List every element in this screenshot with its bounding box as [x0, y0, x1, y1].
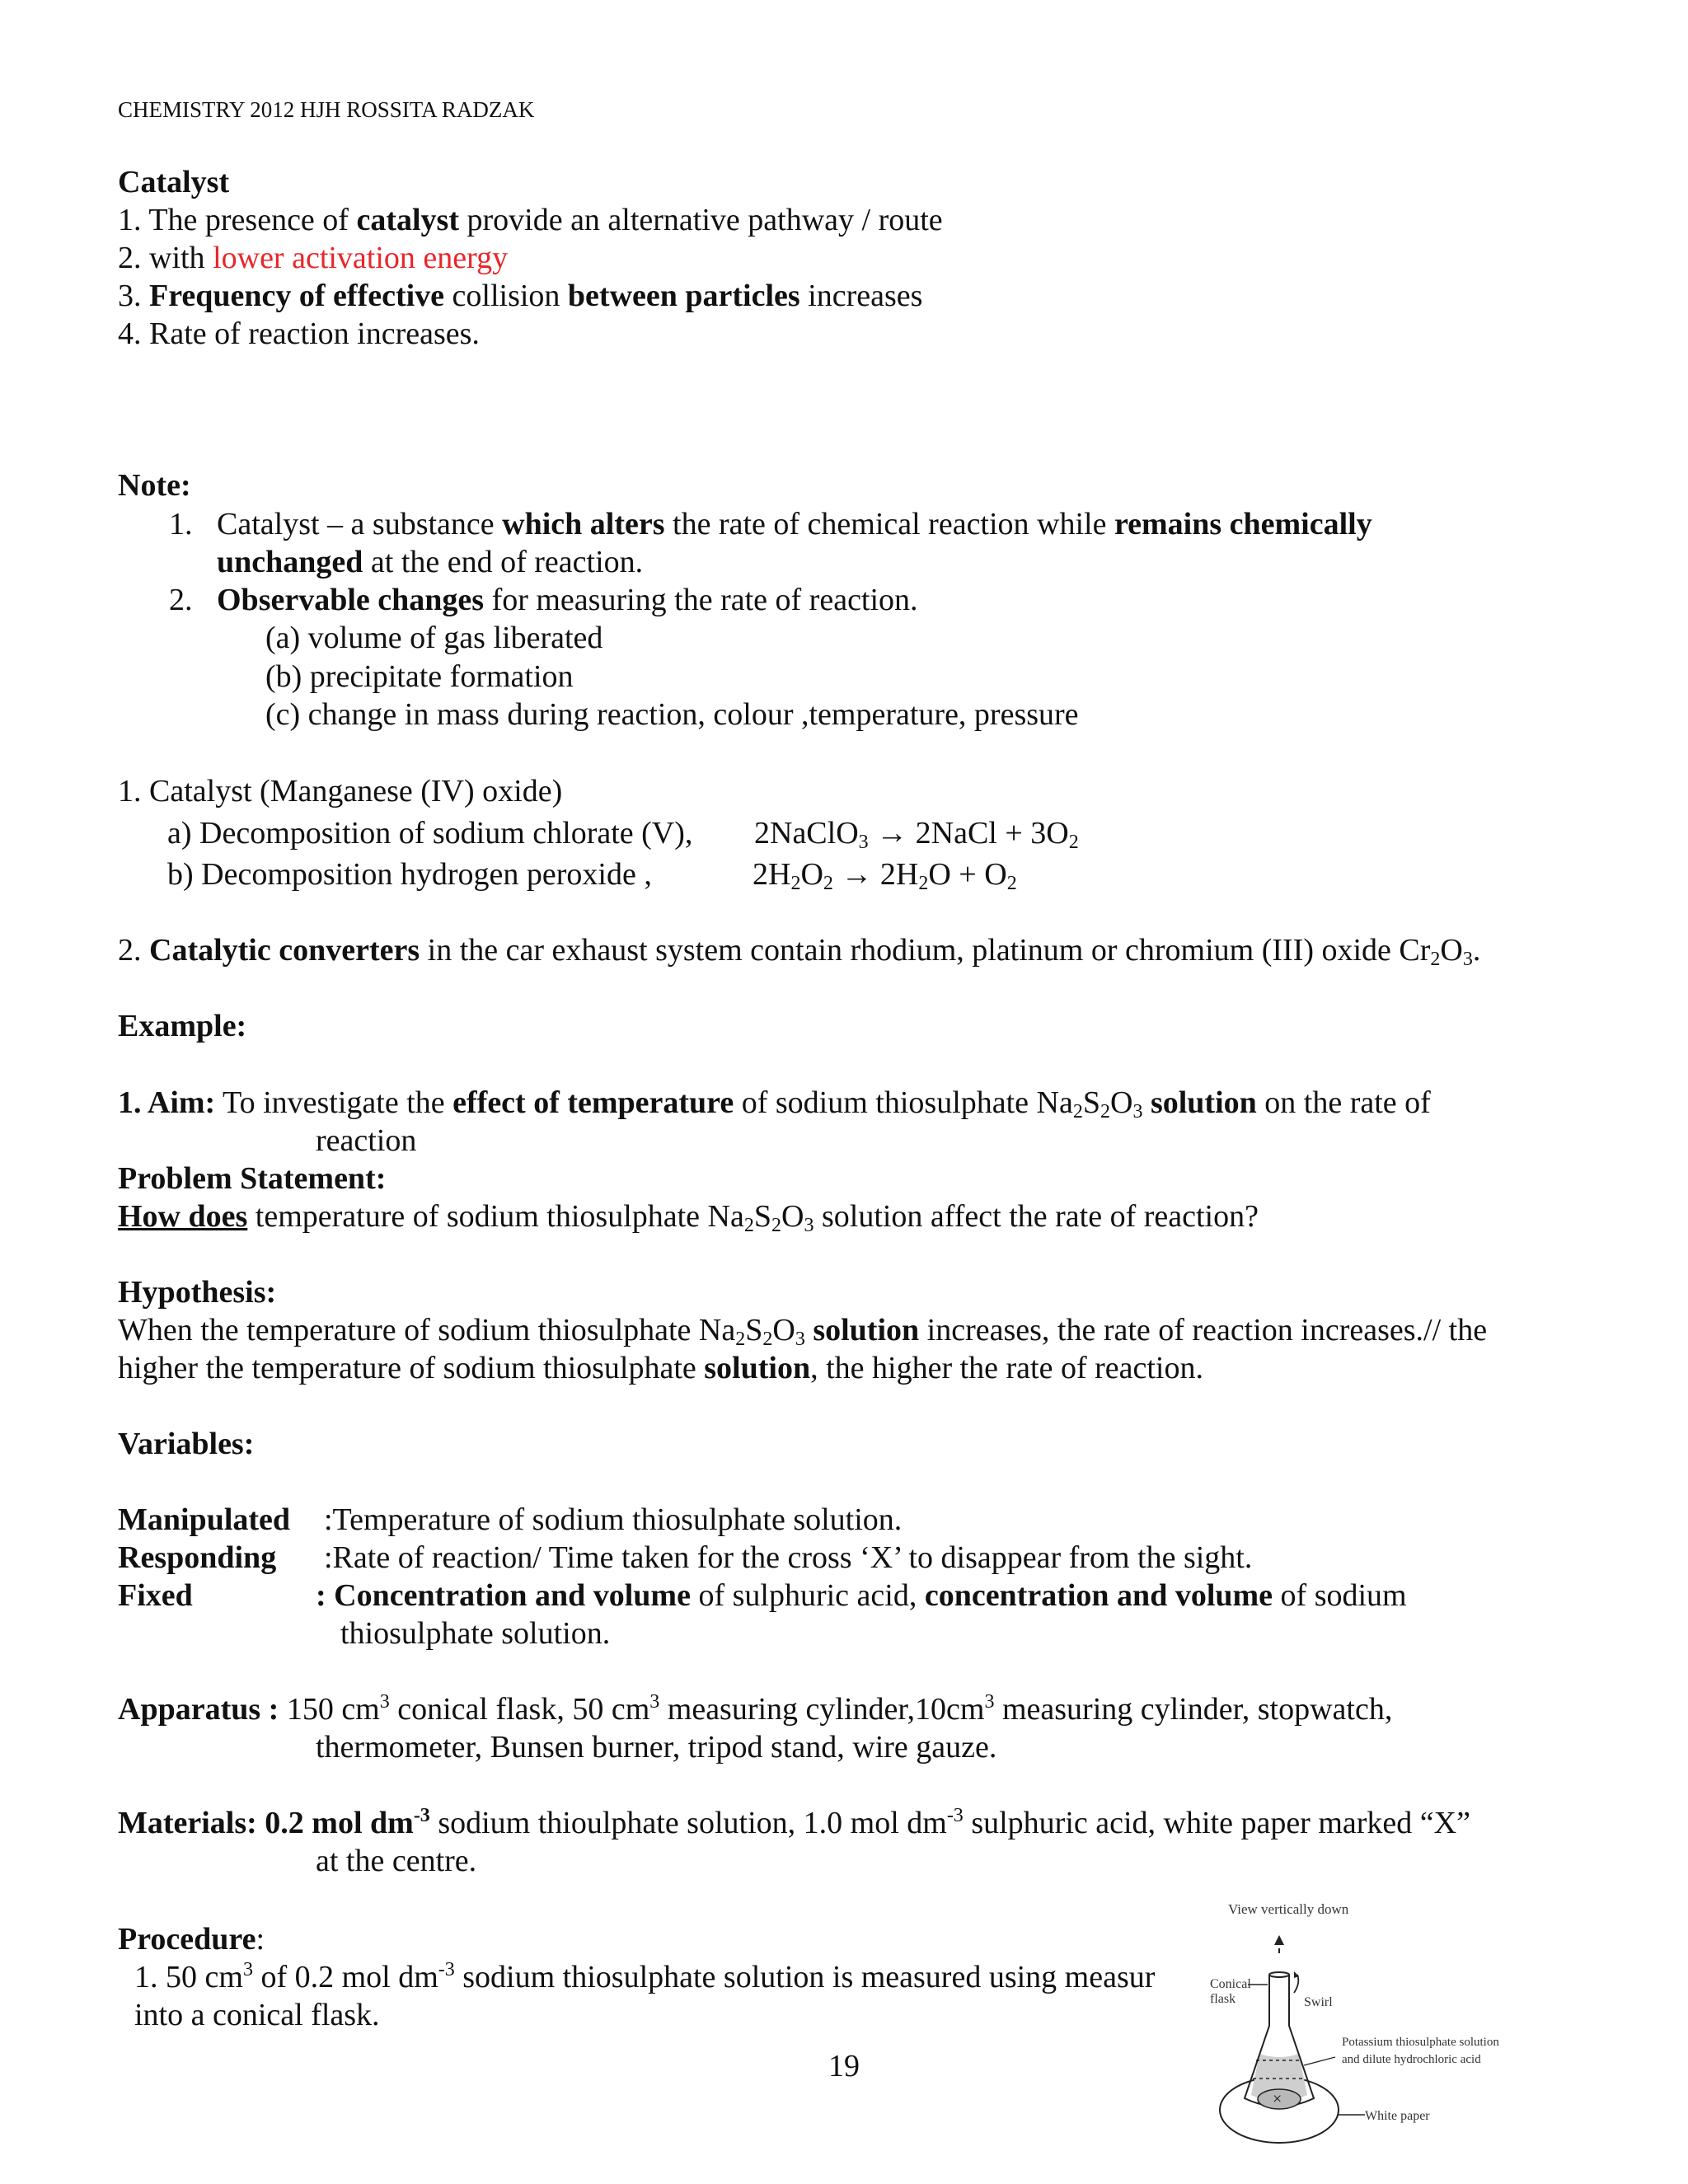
note-num-1: 1. [169, 507, 193, 541]
variables-title: Variables: [118, 1427, 255, 1461]
cross-mark-icon: × [1273, 2090, 1282, 2108]
diagram-label-solution-2: and dilute hydrochloric acid [1342, 2053, 1481, 2066]
note-sub-a: (a) volume of gas liberated [265, 621, 603, 655]
apparatus-line: Apparatus : 150 $cm^3$ conical flask, 50 $cm^3$ measuring $cylinder,10cm^3$ measuring cylinder, stopwatch, [118, 1691, 1393, 1727]
solution-leader [1304, 2057, 1335, 2065]
example-catalyst-1: 1. Catalyst (Manganese (IV) oxide) [118, 774, 563, 808]
manipulated-value: :Temperature of sodium thiosulphate solution. [324, 1502, 903, 1537]
fixed-value: : Concentration and volume of sulphuric acid, concentration and volume of sodium [316, 1578, 1407, 1613]
flask-mouth [1269, 1972, 1289, 1977]
diagram-label-conical: Conical [1210, 1977, 1251, 1991]
catalyst-point-4: 4. Rate of reaction increases. [118, 316, 480, 351]
conical-flask-diagram [1203, 1896, 1550, 2168]
fixed-label: Fixed [118, 1578, 193, 1613]
example-catalyst-1b: b) Decomposition hydrogen peroxide , [167, 857, 652, 892]
catalyst-point-3: 3. Frequency of effective collision between particles increases [118, 279, 923, 313]
eye-marker-icon [1274, 1935, 1284, 1945]
note-item-2: Observable changes for measuring the rate of reaction. [217, 583, 918, 617]
manipulated-label: Manipulated [118, 1502, 291, 1537]
note-item-1-cont: unchanged at the end of reaction. [217, 545, 644, 579]
page-header: CHEMISTRY 2012 HJH ROSSITA RADZAK [118, 97, 535, 122]
catalyst-title: Catalyst [118, 165, 230, 199]
hypothesis-title: Hypothesis: [118, 1275, 277, 1310]
hypothesis-line-1: When the temperature of sodium thiosulphate $Na_2S_2O_3$ solution increases, the rate of reaction increases.// the [118, 1313, 1488, 1350]
procedure-title: Procedure: [118, 1922, 265, 1957]
procedure-step-1-cont: into a conical flask. [134, 1998, 380, 2032]
hypothesis-line-2: higher the temperature of sodium thiosulphate solution, the higher the rate of reaction. [118, 1351, 1203, 1385]
diagram-label-view: View vertically down [1228, 1901, 1349, 1917]
catalyst-point-2: 2. with lower activation energy [118, 241, 509, 275]
page-number: 19 [828, 2049, 860, 2083]
materials-line: Materials: 0.2 mol $dm^{-3}$ sodium thioulphate solution, 1.0 mol $dm^{-3}$ sulphuric acid, white paper marked “X” [118, 1805, 1470, 1840]
note-sub-c: (c) change in mass during reaction, colour ,temperature, pressure [265, 697, 1079, 732]
diagram-label-swirl: Swirl [1304, 1995, 1333, 2009]
responding-value: :Rate of reaction/ Time taken for the cross ‘X’ to disappear from the sight. [324, 1540, 1253, 1575]
note-num-2: 2. [169, 583, 193, 617]
note-title: Note: [118, 468, 191, 503]
materials-line-cont: at the centre. [316, 1844, 477, 1878]
apparatus-line-cont: thermometer, Bunsen burner, tripod stand, wire gauze. [316, 1730, 997, 1765]
aim-line-cont: reaction [316, 1123, 417, 1158]
problem-statement-title: Problem Statement: [118, 1161, 387, 1196]
diagram-label-white-paper: White paper [1365, 2109, 1430, 2123]
problem-statement: How does temperature of sodium thiosulphate $Na_2S_2O_3$ solution affect the rate of reaction? [118, 1199, 1259, 1236]
responding-label: Responding [118, 1540, 277, 1575]
aim-line: 1. Aim: To investigate the effect of temperature of sodium thiosulphate $Na_2S_2O_3$ solution on the rate of [118, 1085, 1431, 1122]
equation-hydrogen-peroxide: $2H_2O_2 \to 2H_2O + O_2$ [753, 857, 1017, 894]
example-catalyst-1a: a) Decomposition of sodium chlorate (V), [167, 816, 693, 851]
fixed-value-cont: thiosulphate solution. [340, 1616, 611, 1651]
diagram-label-solution-1: Potassium thiosulphate solution [1342, 2036, 1499, 2049]
catalyst-point-1: 1. The presence of catalyst provide an alternative pathway / route [118, 203, 943, 237]
example-catalytic-converters: 2. Catalytic converters in the car exhaust system contain rhodium, platinum or chromium (III) oxide $Cr_2O_3$. [118, 933, 1481, 970]
example-title: Example: [118, 1009, 247, 1043]
note-sub-b: (b) precipitate formation [265, 659, 574, 694]
procedure-step-1: 1. 50 $cm^3$ of 0.2 mol $dm^{-3}$ sodium thiosulphate solution is measured using measur [134, 1959, 1156, 1994]
note-item-1: Catalyst – a substance which alters the rate of chemical reaction while remains chemically [217, 507, 1372, 541]
diagram-label-flask: flask [1210, 1992, 1236, 2006]
equation-sodium-chlorate: 2NaClO$_3$ → 2NaCl + $3O_2$ [754, 816, 1079, 853]
